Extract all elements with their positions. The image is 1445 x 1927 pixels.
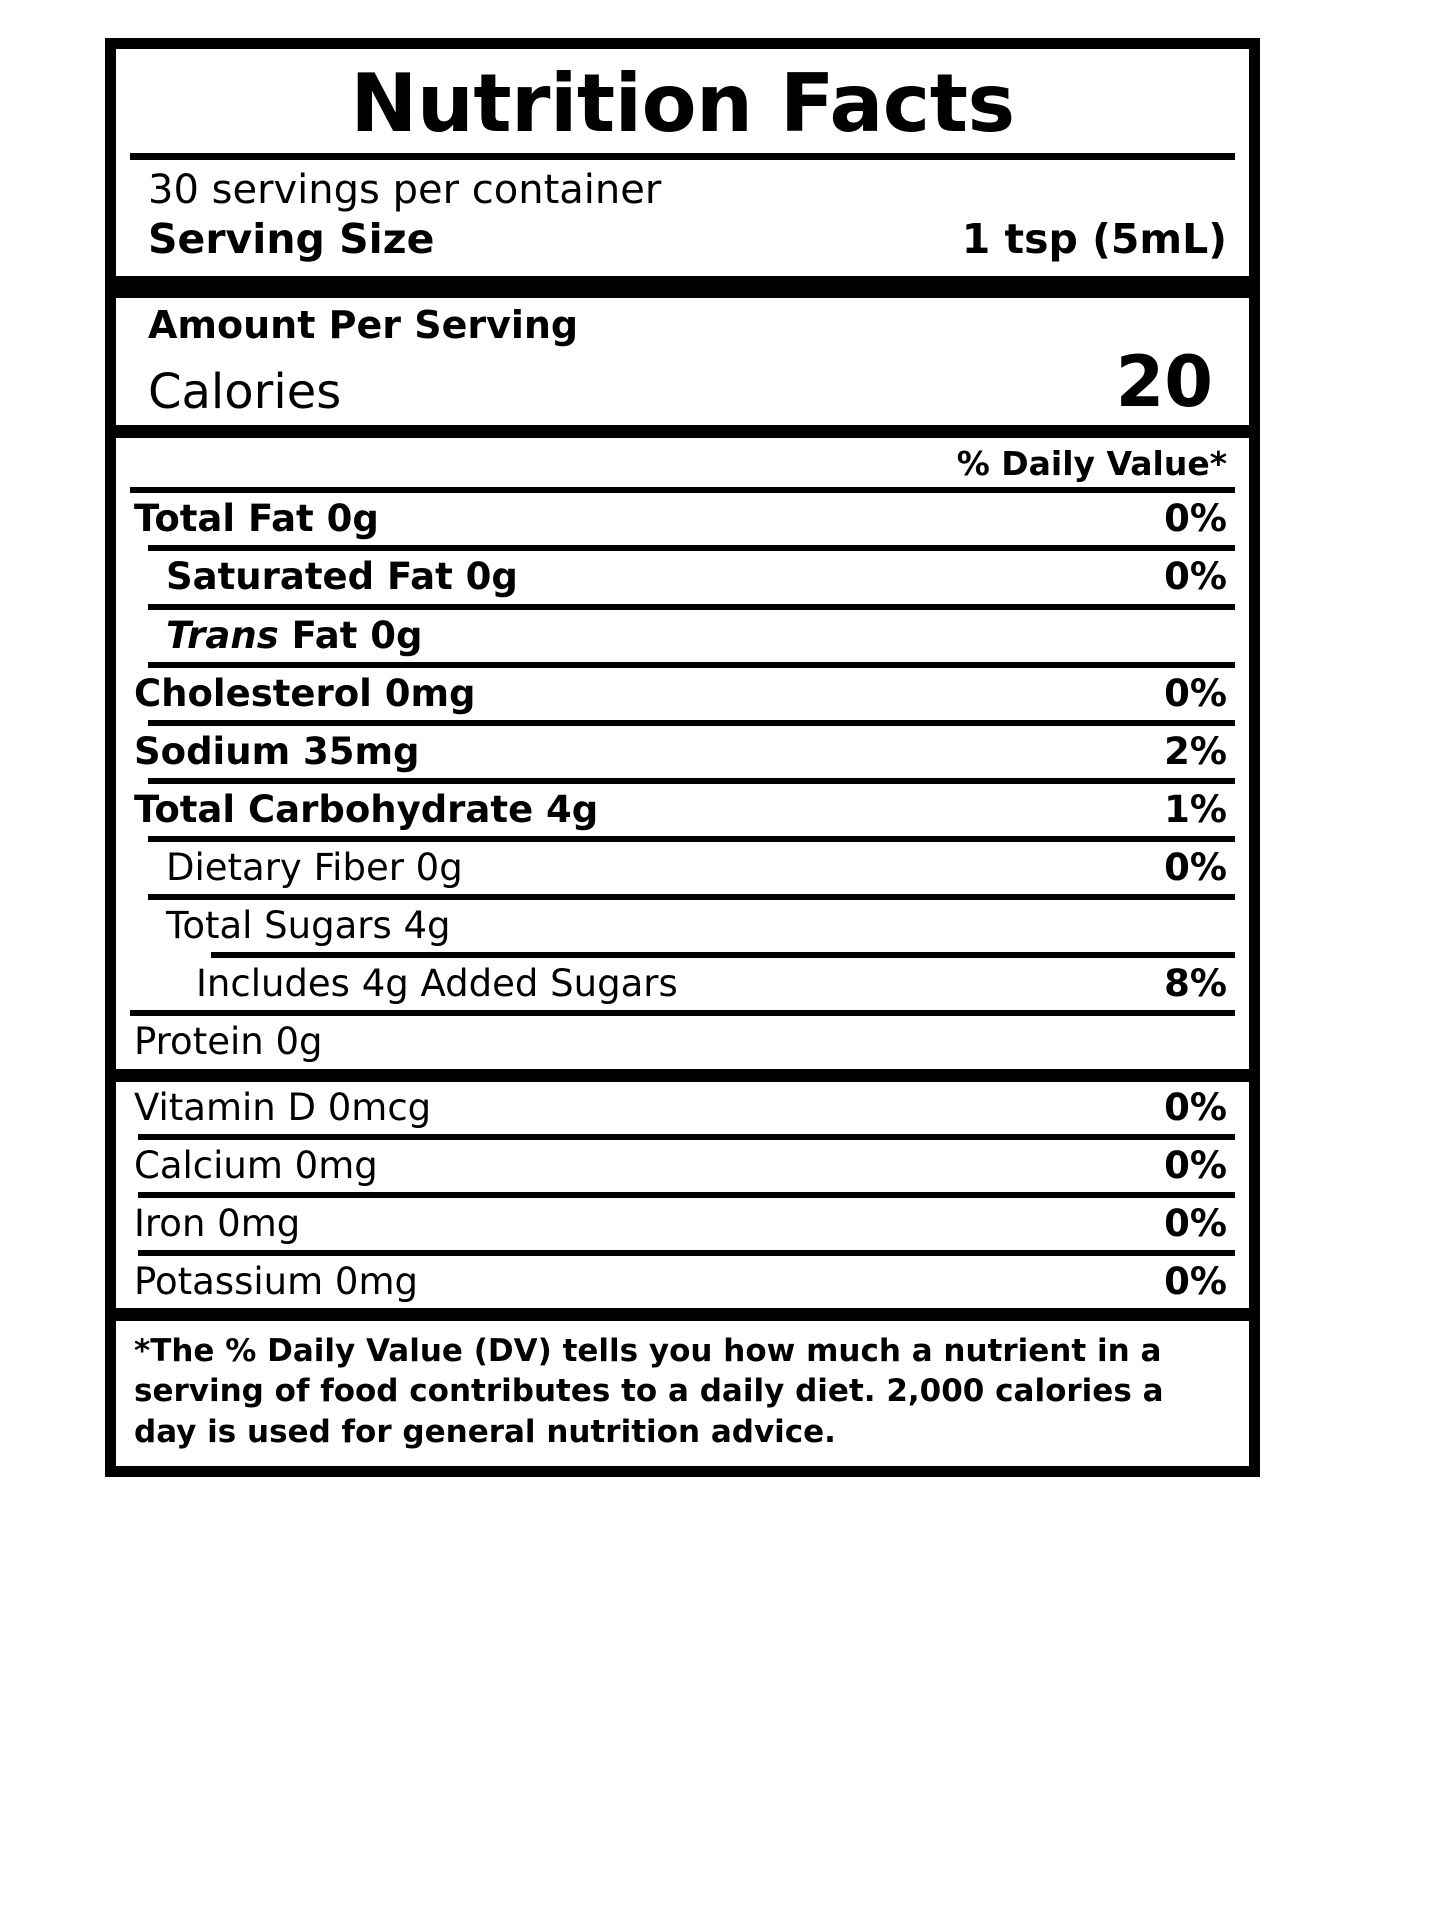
calories-divider [116,425,1249,438]
nutrient-row-added-sugars [116,958,1249,1010]
nutrient-dv: 2% [1164,729,1227,773]
servings-block [116,160,1249,276]
vitamin-row-potassium [116,1256,1249,1308]
trans-italic: Trans [166,613,279,657]
vitamin-name: Potassium 0mg [134,1259,418,1303]
serving-size-row [130,214,1235,265]
nutrient-dv: 0% [1164,497,1227,541]
nutrients-divider [116,1069,1249,1082]
nutrient-name: Total Fat 0g [134,497,379,541]
vitamin-dv: 0% [1164,1085,1227,1129]
nutrient-dv: 0% [1164,555,1227,599]
vitamin-row-vitamin-d [116,1082,1249,1134]
vitamin-dv: 0% [1164,1143,1227,1187]
nutrient-name: Cholesterol 0mg [134,671,476,715]
nutrient-row-protein [116,1016,1249,1068]
vitamin-dv: 0% [1164,1201,1227,1245]
nutrient-dv: 1% [1164,787,1227,831]
nutrient-name: Protein 0g [134,1020,323,1064]
calories-block [116,298,1249,426]
title-divider [130,153,1235,160]
nutrient-name: Total Carbohydrate 4g [134,787,599,831]
vitamin-name: Vitamin D 0mcg [134,1085,432,1129]
nutrient-row-trans-fat [116,610,1249,662]
nutrient-name: Total Sugars 4g [166,904,451,948]
vitamin-row-iron [116,1198,1249,1250]
servings-divider [116,276,1249,298]
servings-per-container: 30 servings per container [148,166,662,213]
vitamins-divider [116,1308,1249,1321]
amount-per-serving-label: Amount Per Serving [148,302,579,347]
nutrient-row-saturated-fat [116,551,1249,603]
nutrient-row-total-carbohydrate [116,784,1249,836]
daily-value-footnote: *The % Daily Value (DV) tells you how much a nutrient in a serving of food contributes to a daily diet. 2,000 calories a day is used for general nutrition advice. [134,1333,1164,1450]
nutrient-row-cholesterol [116,668,1249,720]
nutrient-dv: 0% [1164,671,1227,715]
vitamin-row-calcium [116,1140,1249,1192]
calories-label: Calories [148,363,342,420]
nutrient-name: Dietary Fiber 0g [166,846,463,890]
daily-value-header: % Daily Value* [956,444,1227,484]
nutrient-row-dietary-fiber [116,842,1249,894]
calories-value: 20 [1115,341,1213,424]
serving-size-label: Serving Size [148,215,435,264]
nutrient-name: Sodium 35mg [134,729,420,773]
nutrient-row-total-sugars [116,900,1249,952]
nutrient-dv: 8% [1164,962,1227,1006]
calories-row [130,341,1235,424]
serving-size-value: 1 tsp (5mL) [961,215,1227,264]
nutrient-name [116,613,423,658]
nutrient-name: Includes 4g Added Sugars [196,962,678,1006]
trans-rest: Fat 0g [278,613,423,657]
nutrient-name: Saturated Fat 0g [166,555,518,599]
vitamin-dv: 0% [1164,1259,1227,1303]
nutrient-row-sodium [116,726,1249,778]
nutrient-row-total-fat [116,493,1249,545]
nutrient-dv: 0% [1164,846,1227,890]
nutrition-facts-label [105,38,1260,1477]
vitamin-name: Calcium 0mg [134,1143,378,1187]
vitamin-name: Iron 0mg [134,1201,301,1245]
label-title: Nutrition Facts [350,57,1015,150]
